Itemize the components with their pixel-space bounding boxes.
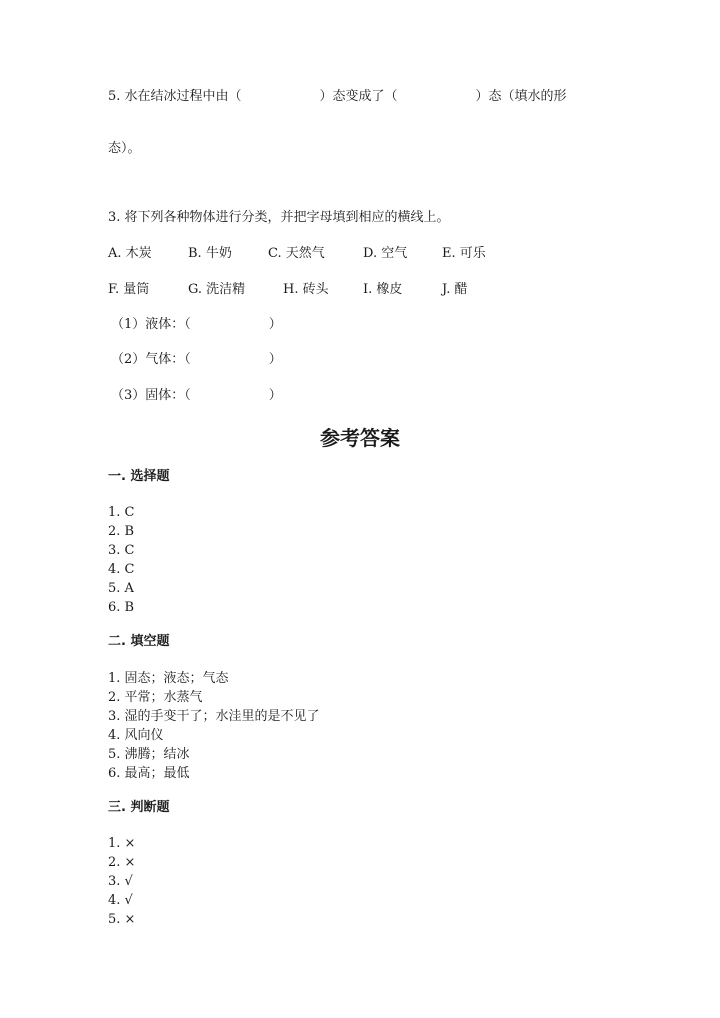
answer-item: 2. 平常；水蒸气	[108, 690, 203, 705]
option-e: E. 可乐	[442, 246, 486, 261]
option-d: D. 空气	[363, 246, 408, 261]
answer-item: 5. ×	[108, 912, 136, 927]
answer-item: 1. C	[108, 505, 135, 520]
question-5-line-1: 5. 水在结冰过程中由（ ）态变成了（ ）态（填水的形	[108, 89, 567, 104]
question-5-line-2: 态）。	[108, 141, 141, 156]
answer-item: 3. C	[108, 543, 135, 558]
answer-item: 3. 湿的手变干了；水洼里的是不见了	[108, 709, 320, 724]
option-f: F. 量筒	[108, 282, 150, 297]
section-heading-fill: 二. 填空题	[108, 634, 170, 649]
answer-item: 6. 最高；最低	[108, 766, 190, 781]
blank-solid: （3）固体：（ ）	[111, 388, 282, 403]
section-heading-choice: 一. 选择题	[108, 469, 170, 484]
option-j: J. 醋	[442, 282, 468, 297]
question-3-prompt: 3. 将下列各种物体进行分类，并把字母填到相应的横线上。	[108, 210, 450, 225]
option-g: G. 洗洁精	[188, 282, 246, 297]
blank-liquid: （1）液体：（ ）	[111, 317, 282, 332]
answer-item: 4. 风向仪	[108, 728, 164, 743]
option-i: I. 橡皮	[363, 282, 403, 297]
answer-item: 2. ×	[108, 855, 136, 870]
answer-item: 6. B	[108, 600, 135, 615]
answer-item: 5. A	[108, 581, 134, 596]
option-a: A. 木炭	[108, 246, 152, 261]
answer-item: 3. √	[108, 874, 133, 889]
option-b: B. 牛奶	[188, 246, 232, 261]
option-h: H. 砖头	[283, 282, 329, 297]
section-heading-judge: 三. 判断题	[108, 800, 170, 815]
answer-item: 5. 沸腾；结冰	[108, 747, 190, 762]
blank-gas: （2）气体：（ ）	[111, 352, 282, 367]
answer-item: 1. ×	[108, 836, 136, 851]
answer-item: 4. C	[108, 562, 135, 577]
option-c: C. 天然气	[268, 246, 325, 261]
answer-key-title: 参考答案	[320, 426, 400, 450]
answer-item: 1. 固态；液态；气态	[108, 671, 229, 686]
answer-item: 4. √	[108, 893, 133, 908]
answer-item: 2. B	[108, 524, 135, 539]
